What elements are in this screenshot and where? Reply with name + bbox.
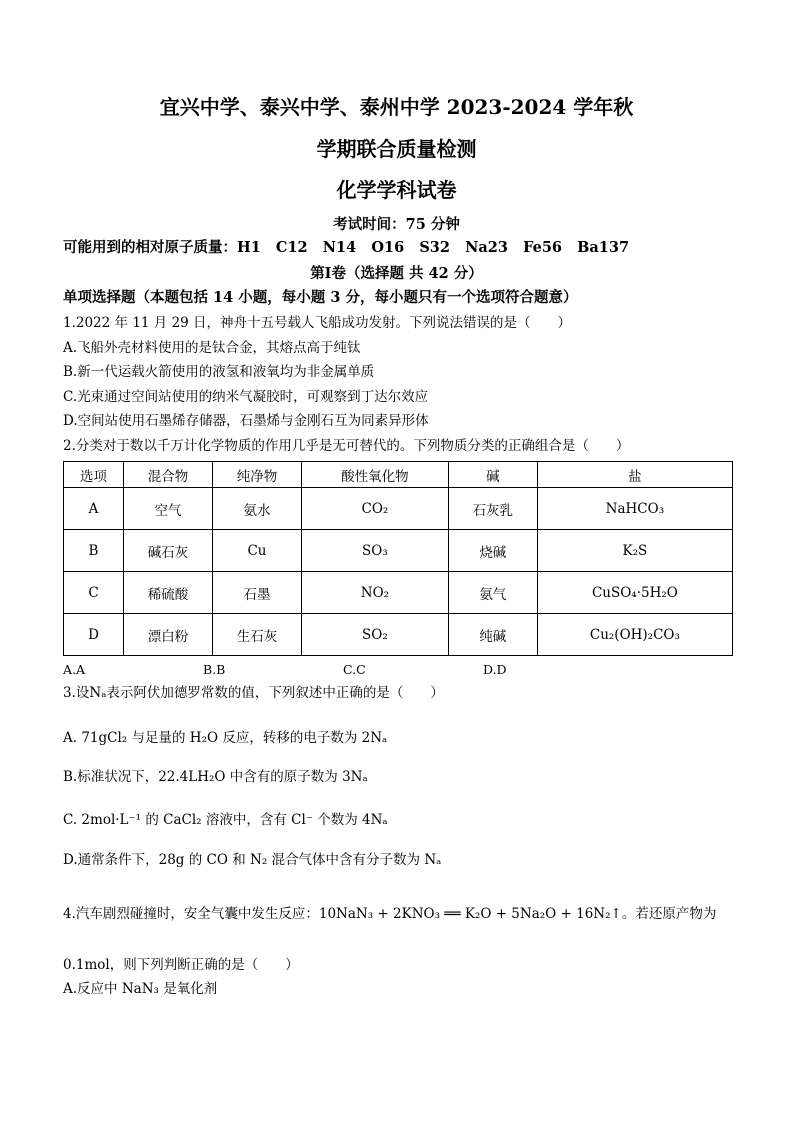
cell: NO₂: [301, 572, 448, 614]
q3-option: B.标准状况下，22.4LH₂O 中含有的原子数为 3Nₐ: [63, 769, 368, 785]
header-cell: 纯净物: [213, 462, 302, 488]
cell: 碱石灰: [124, 530, 213, 572]
cell: 纯碱: [448, 614, 537, 656]
exam-time: 考试时间：75 分钟: [333, 216, 460, 233]
q1-option: A.飞船外壳材料使用的是钛合金，其熔点高于纯钛: [63, 340, 361, 356]
cell: NaHCO₃: [537, 488, 732, 530]
header-cell: 碱: [448, 462, 537, 488]
table-row: [64, 530, 733, 572]
header-cell: 酸性氧化物: [301, 462, 448, 488]
q2-answer: C.C: [343, 662, 366, 677]
q4-stem-continued: 0.1mol，则下列判断正确的是（ ）: [63, 957, 299, 973]
title-line1: 宜兴中学、泰兴中学、泰州中学 2023-2024 学年秋: [159, 95, 634, 119]
cell: 生石灰: [213, 614, 302, 656]
cell: 氨水: [213, 488, 302, 530]
q3-stem: 3.设Nₐ表示阿伏加德罗常数的值，下列叙述中正确的是（ ）: [63, 685, 444, 701]
section-heading: 第Ⅰ卷（选择题 共 42 分）: [310, 265, 483, 282]
cell: Cu: [213, 530, 302, 572]
cell: SO₃: [301, 530, 448, 572]
title-line2: 学期联合质量检测: [316, 137, 477, 161]
cell: SO₂: [301, 614, 448, 656]
table-row: [64, 572, 733, 614]
table-row: [64, 488, 733, 530]
cell: 烧碱: [448, 530, 537, 572]
cell: 空气: [124, 488, 213, 530]
title-line3: 化学学科试卷: [336, 178, 457, 202]
q2-answer: D.D: [483, 662, 507, 677]
q4-option: A.反应中 NaN₃ 是氧化剂: [63, 981, 218, 997]
q1-option: B.新一代运载火箭使用的液氢和液氧均为非金属单质: [63, 364, 375, 380]
table-header-row: [64, 462, 733, 488]
header-cell: 盐: [537, 462, 732, 488]
cell: B: [64, 530, 124, 572]
q3-option: D.通常条件下，28g 的 CO 和 N₂ 混合气体中含有分子数为 Nₐ: [63, 852, 442, 868]
q4-stem: 4.汽车剧烈碰撞时，安全气囊中发生反应：10NaN₃ + 2KNO₃ ══ K₂O + 5Na₂O + 16N₂↑。若还原产物为: [63, 906, 717, 922]
cell: 稀硫酸: [124, 572, 213, 614]
q2-answer: B.B: [203, 662, 226, 677]
header-cell: 选项: [64, 462, 124, 488]
cell: CO₂: [301, 488, 448, 530]
q2-answers: [63, 661, 623, 679]
q2-answer: A.A: [63, 662, 86, 677]
instructions: 单项选择题（本题包括 14 小题，每小题 3 分，每小题只有一个选项符合题意）: [63, 289, 578, 306]
cell: 石墨: [213, 572, 302, 614]
cell: 氨气: [448, 572, 537, 614]
q3-option: C. 2mol·L⁻¹ 的 CaCl₂ 溶液中，含有 Cl⁻ 个数为 4Nₐ: [63, 812, 388, 828]
cell: CuSO₄·5H₂O: [537, 572, 732, 614]
cell: C: [64, 572, 124, 614]
classification-table: [63, 461, 733, 656]
table-row: [64, 614, 733, 656]
q1-stem: 1.2022 年 11 月 29 日，神舟十五号载人飞船成功发射。下列说法错误的是（ ）: [63, 315, 572, 331]
cell: A: [64, 488, 124, 530]
cell: Cu₂(OH)₂CO₃: [537, 614, 732, 656]
header-cell: 混合物: [124, 462, 213, 488]
q1-option: C.光束通过空间站使用的纳米气凝胶时，可观察到丁达尔效应: [63, 389, 429, 405]
cell: 石灰乳: [448, 488, 537, 530]
q3-option: A. 71gCl₂ 与足量的 H₂O 反应，转移的电子数为 2Nₐ: [63, 730, 388, 746]
q1-option: D.空间站使用石墨烯存储器，石墨烯与金刚石互为同素异形体: [63, 413, 429, 429]
cell: D: [64, 614, 124, 656]
cell: 漂白粉: [124, 614, 213, 656]
q2-stem: 2.分类对于数以千万计化学物质的作用几乎是无可替代的。下列物质分类的正确组合是（ ）: [63, 438, 630, 454]
atomic-masses: 可能用到的相对原子质量：H1 C12 N14 O16 S32 Na23 Fe56 Ba137: [63, 239, 630, 256]
cell: K₂S: [537, 530, 732, 572]
